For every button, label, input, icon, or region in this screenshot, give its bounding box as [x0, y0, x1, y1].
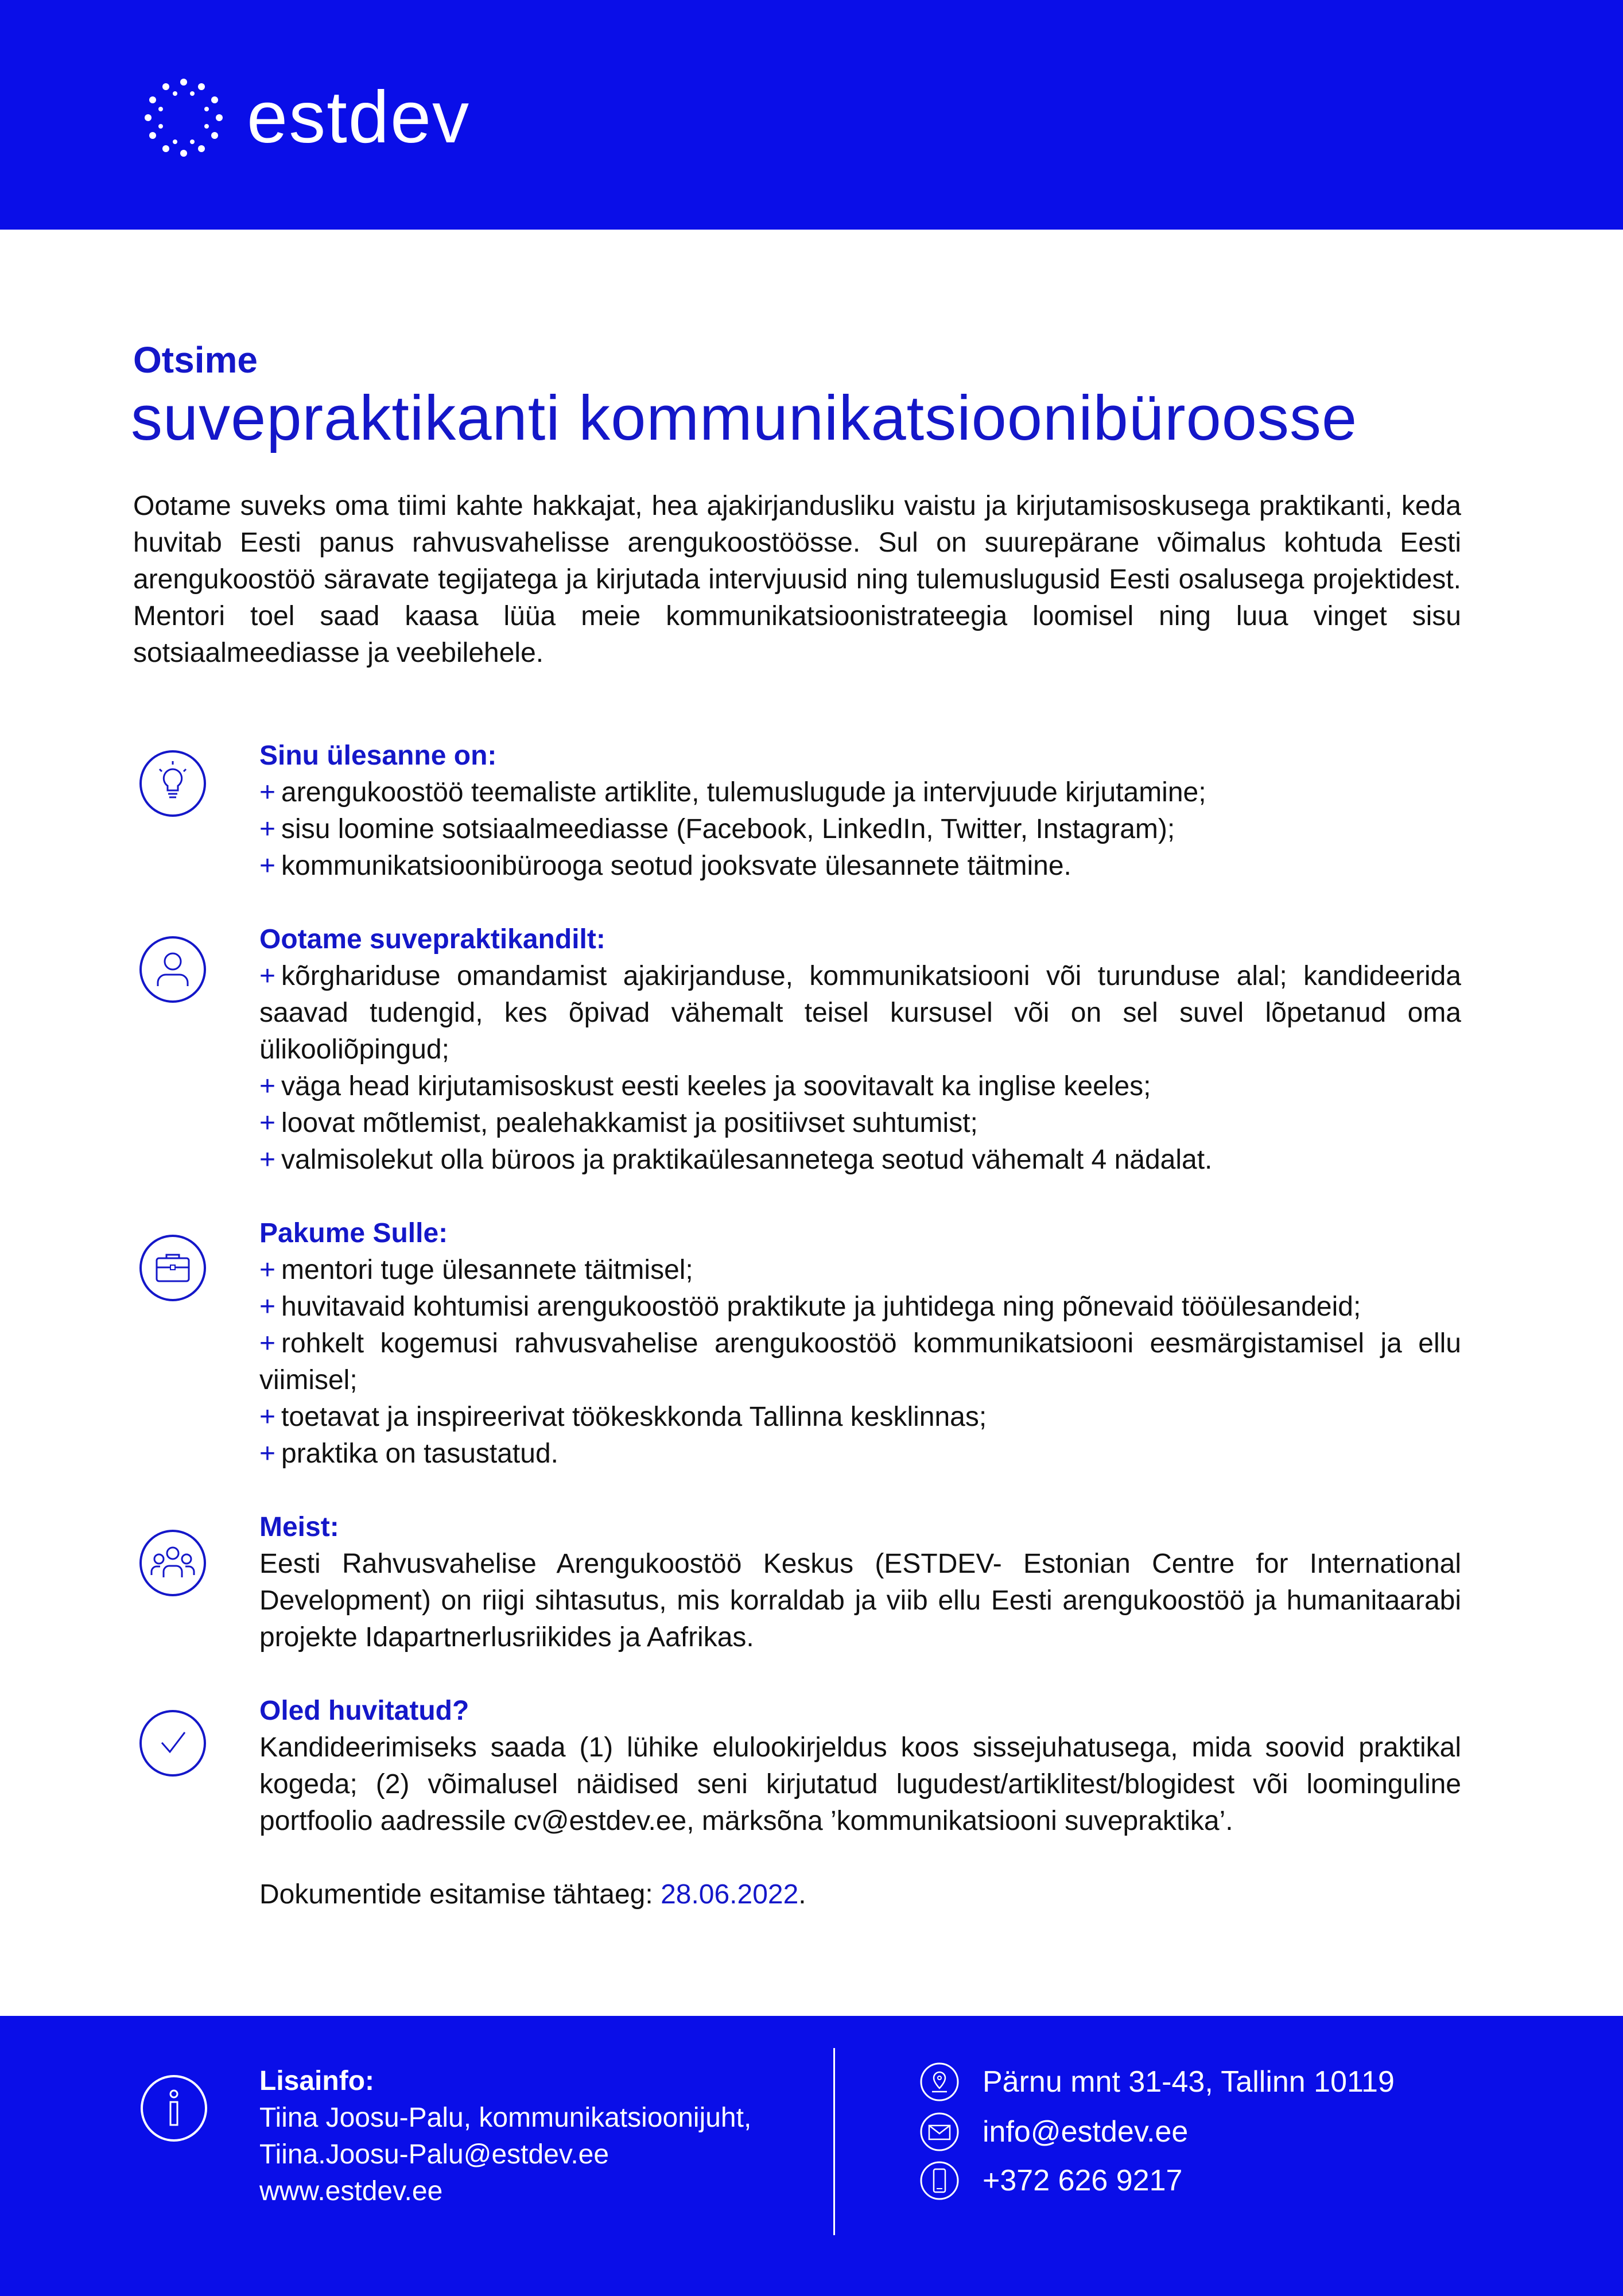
mail-icon — [919, 2112, 960, 2152]
list-item: + väga head kirjutamisoskust eesti keeles ja soovitavalt ka inglise keeles; — [259, 1071, 1151, 1102]
list-item: + loovat mõtlemist, pealehakkamist ja positiivset suhtumist; — [259, 1108, 978, 1138]
contact-title: Lisainfo: — [259, 2066, 374, 2096]
page-title: suvepraktikanti kommunikatsioonibüroosse — [131, 383, 1358, 453]
footer-divider — [833, 2048, 835, 2235]
location-pin-icon — [919, 2062, 960, 2102]
deadline-date: 28.06.2022 — [661, 1879, 799, 1910]
section-about — [259, 1509, 1461, 1656]
list-item: + sisu loomine sotsiaalmeediasse (Facebook, LinkedIn, Twitter, Instagram); — [259, 814, 1175, 844]
phone-icon — [919, 2161, 960, 2201]
deadline-end: . — [798, 1879, 806, 1910]
address-row — [919, 2062, 1395, 2102]
phone-number[interactable]: +372 626 9217 — [983, 2164, 1183, 2197]
checkmark-icon — [138, 1708, 208, 1778]
header-band — [0, 0, 1623, 230]
section-title: Sinu ülesanne on: — [259, 740, 497, 771]
section-expectations — [259, 921, 1461, 1178]
phone-row — [919, 2161, 1182, 2201]
briefcase-icon — [138, 1233, 208, 1303]
email-link[interactable]: info@estdev.ee — [983, 2115, 1189, 2148]
group-icon — [138, 1528, 208, 1598]
section-title: Meist: — [259, 1512, 339, 1542]
section-title: Oled huvitatud? — [259, 1696, 469, 1726]
eyebrow-text: Otsime — [133, 339, 258, 381]
about-text: Eesti Rahvusvahelise Arengukoostöö Keskus (ESTDEV- Estonian Centre for International Development) on riigi sihtasutus, mis korraldab ja viib ellu Eesti arengukoostöö ja humanitaarabi projekte Idapartnerlusriikides ja Aafrikas. — [259, 1549, 1461, 1653]
list-item: + huvitavaid kohtumisi arengukoostöö praktikute ja juhtidega ning põnevaid tööülesandeid; — [259, 1292, 1361, 1322]
dots-ring-icon — [143, 77, 224, 158]
list-item: + rohkelt kogemusi rahvusvahelise arengukoostöö kommunikatsiooni eesmärgistamisel ja ellu viimisel; — [259, 1328, 1461, 1395]
section-tasks — [259, 738, 1461, 885]
email-row — [919, 2112, 1188, 2152]
section-title: Pakume Sulle: — [259, 1218, 448, 1248]
estdev-logo — [143, 77, 470, 158]
list-item: + mentori tuge ülesannete täitmisel; — [259, 1255, 693, 1285]
list-item: + kõrghariduse omandamist ajakirjanduse, kommunikatsiooni või turunduse alal; kandideerida saavad tudengid, kes õpivad vähemalt teisel kursusel või on sel suvel lõpetanud oma ülikooliõpingud; — [259, 961, 1461, 1065]
list-item: + valmisolekut olla büroos ja praktikaülesannetega seotud vähemalt 4 nädalat. — [259, 1145, 1213, 1175]
apply-text: Kandideerimiseks saada (1) lühike elulookirjeldus koos sissejuhatusega, mida soovid praktikal kogeda; (2) võimalusel näidised seni kirjutatud lugudest/artiklitest/blogidest või loominguline portfoolio aadressile cv@estdev.ee, märksõna ’kommunikatsiooni suvepraktika’. — [259, 1732, 1461, 1836]
deadline-line — [259, 1876, 1461, 1913]
list-item: + arengukoostöö teemaliste artiklite, tulemuslugude ja intervjuude kirjutamine; — [259, 777, 1206, 808]
list-item: + praktika on tasustatud. — [259, 1438, 558, 1469]
contact-info — [259, 2063, 751, 2210]
section-title: Ootame suvepraktikandilt: — [259, 924, 605, 955]
person-icon — [138, 934, 208, 1004]
intro-paragraph: Ootame suveks oma tiimi kahte hakkajat, hea ajakirjandusliku vaistu ja kirjutamisoskusega praktikanti, keda huvitab Eesti panus rahvusvahelisse arengukoostöösse. Sul on suurepärane võimalus kohtuda Eesti arengukoostöö säravate tegijatega ja kirjutada intervjuusid ning tulemuslugusid Eesti osalusega projektidest. Mentori toel saad kaasa lüüa meie kommunikatsioonistrateegia loomisel ning luua vinget sisu sotsiaalmeediasse ja veebilehele. — [133, 491, 1461, 668]
website-link[interactable]: www.estdev.ee — [259, 2176, 443, 2206]
logo-wordmark: estdev — [247, 76, 471, 158]
section-offer — [259, 1215, 1461, 1472]
contact-email-link[interactable]: Tiina.Joosu-Palu@estdev.ee — [259, 2139, 609, 2170]
section-apply — [259, 1693, 1461, 1913]
info-icon — [139, 2073, 209, 2143]
deadline-label: Dokumentide esitamise tähtaeg: — [259, 1879, 653, 1910]
list-item: + toetavat ja inspireerivat töökeskkonda Tallinna kesklinnas; — [259, 1402, 987, 1432]
lightbulb-icon — [138, 748, 208, 819]
address-text: Pärnu mnt 31-43, Tallinn 10119 — [983, 2065, 1395, 2099]
list-item: + kommunikatsioonibürooga seotud jooksvate ülesannete täitmine. — [259, 851, 1071, 881]
footer-band — [0, 2016, 1623, 2296]
contact-person: Tiina Joosu-Palu, kommunikatsioonijuht, — [259, 2103, 752, 2133]
